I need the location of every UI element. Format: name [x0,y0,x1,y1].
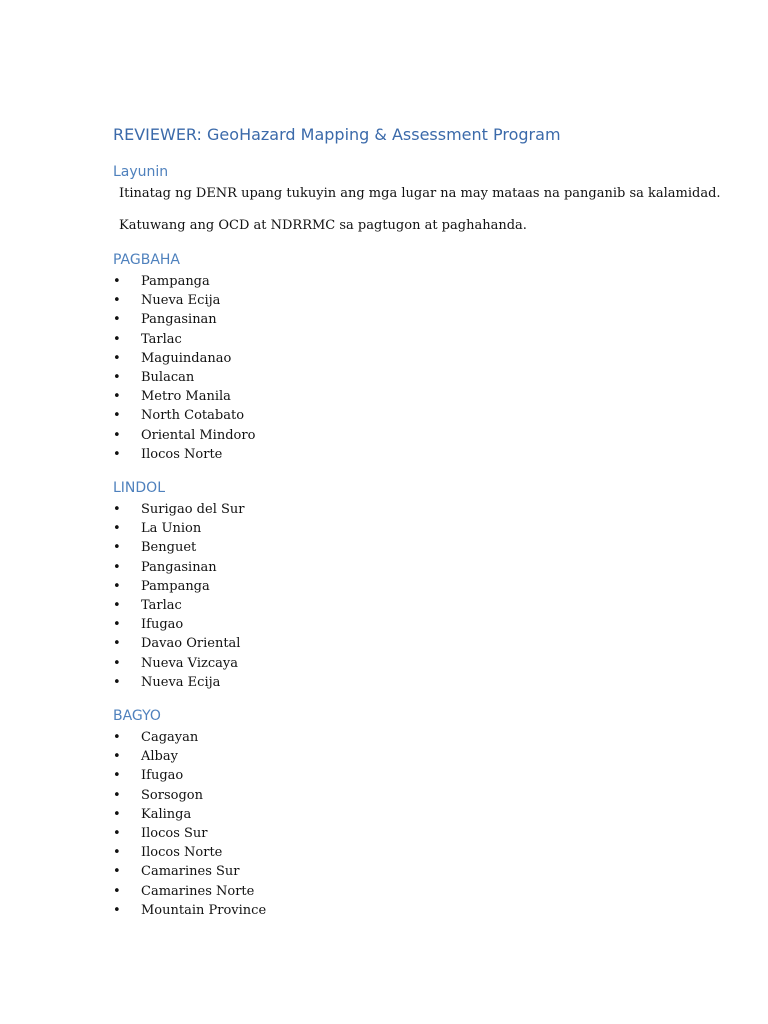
list-item [113,445,255,464]
list-item [113,426,255,445]
list-item [113,728,266,747]
list-item-text: Mountain Province [141,902,267,918]
list-item-text: Sorsogon [141,787,203,803]
list-item [113,330,255,349]
list-item [113,558,244,577]
list-item-text: Ilocos Norte [141,845,223,861]
bullet-icon: • [113,902,121,918]
list-item [113,786,266,805]
list-item [113,824,266,843]
list-item [113,272,255,291]
list-item-text: North Cotabato [141,408,245,424]
list-item-text: Camarines Norte [141,883,255,899]
list-item-text: Camarines Sur [141,864,240,880]
bullet-icon: • [113,617,121,633]
bagyo-list [113,728,266,920]
layunin-paragraph-2: Katuwang ang OCD at NDRRMC sa pagtugon at paghahanda. [119,218,527,233]
list-item-text: Surigao del Sur [141,502,245,517]
list-item-text: Nueva Vizcaya [141,655,238,671]
list-item [113,634,244,653]
list-item [113,291,255,310]
list-item [113,538,244,557]
heading-pagbaha: PAGBAHA [113,252,181,268]
document-title: REVIEWER: GeoHazard Mapping & Assessment Program [113,125,561,144]
list-item-text: Cagayan [141,730,199,745]
list-item-text: Albay [141,749,178,765]
list-item [113,368,255,387]
bullet-icon: • [113,806,121,822]
heading-layunin: Layunin [113,164,169,180]
list-item-text: Pampanga [141,274,210,289]
list-item-text: Tarlac [141,597,182,613]
list-item [113,843,266,862]
list-item-text: Oriental Mindoro [141,427,256,443]
bullet-icon: • [113,730,121,745]
bullet-icon: • [113,293,121,309]
list-item [113,519,244,538]
bullet-icon: • [113,636,121,652]
bullet-icon: • [113,578,121,594]
bullet-icon: • [113,408,121,424]
bullet-icon: • [113,749,121,765]
bullet-icon: • [113,521,121,537]
list-item [113,805,266,824]
list-item [113,577,244,596]
list-item-text: Bulacan [141,369,195,385]
list-item-text: Ilocos Sur [141,825,208,841]
list-item-text: Pampanga [141,578,210,594]
bullet-icon: • [113,655,121,671]
layunin-paragraph-1: Itinatag ng DENR upang tukuyin ang mga lugar na may mataas na panganib sa kalamidad. [119,186,721,201]
bullet-icon: • [113,331,121,347]
list-item-text: Ilocos Norte [141,446,223,462]
bullet-icon: • [113,864,121,880]
list-item [113,766,266,785]
bullet-icon: • [113,502,121,517]
list-item [113,654,244,673]
pagbaha-list [113,272,255,464]
bullet-icon: • [113,369,121,385]
list-item [113,500,244,519]
list-item [113,673,244,692]
list-item-text: Tarlac [141,331,182,347]
list-item-text: Nueva Ecija [141,674,221,690]
heading-bagyo: BAGYO [113,708,161,724]
bullet-icon: • [113,674,121,690]
bullet-icon: • [113,427,121,443]
list-item-text: Metro Manila [141,389,231,405]
list-item-text: Maguindanao [141,350,232,366]
list-item-text: Nueva Ecija [141,293,221,309]
bullet-icon: • [113,274,121,289]
list-item [113,406,255,425]
list-item [113,747,266,766]
bullet-icon: • [113,312,121,328]
list-item [113,596,244,615]
bullet-icon: • [113,845,121,861]
bullet-icon: • [113,825,121,841]
bullet-icon: • [113,787,121,803]
bullet-icon: • [113,597,121,613]
bullet-icon: • [113,540,121,556]
heading-lindol: LINDOL [113,480,166,496]
bullet-icon: • [113,446,121,462]
list-item-text: Pangasinan [141,559,217,575]
list-item [113,349,255,368]
list-item-text: Pangasinan [141,312,217,328]
list-item-text: La Union [141,521,202,537]
bullet-icon: • [113,389,121,405]
list-item [113,862,266,881]
bullet-icon: • [113,559,121,575]
list-item [113,310,255,329]
bullet-icon: • [113,883,121,899]
list-item-text: Ifugao [141,617,184,633]
lindol-list [113,500,244,692]
list-item [113,882,266,901]
bullet-icon: • [113,350,121,366]
list-item [113,615,244,634]
list-item [113,387,255,406]
bullet-icon: • [113,768,121,784]
list-item-text: Ifugao [141,768,184,784]
list-item-text: Davao Oriental [141,636,241,652]
list-item-text: Benguet [141,540,197,556]
list-item [113,901,266,920]
list-item-text: Kalinga [141,806,192,822]
